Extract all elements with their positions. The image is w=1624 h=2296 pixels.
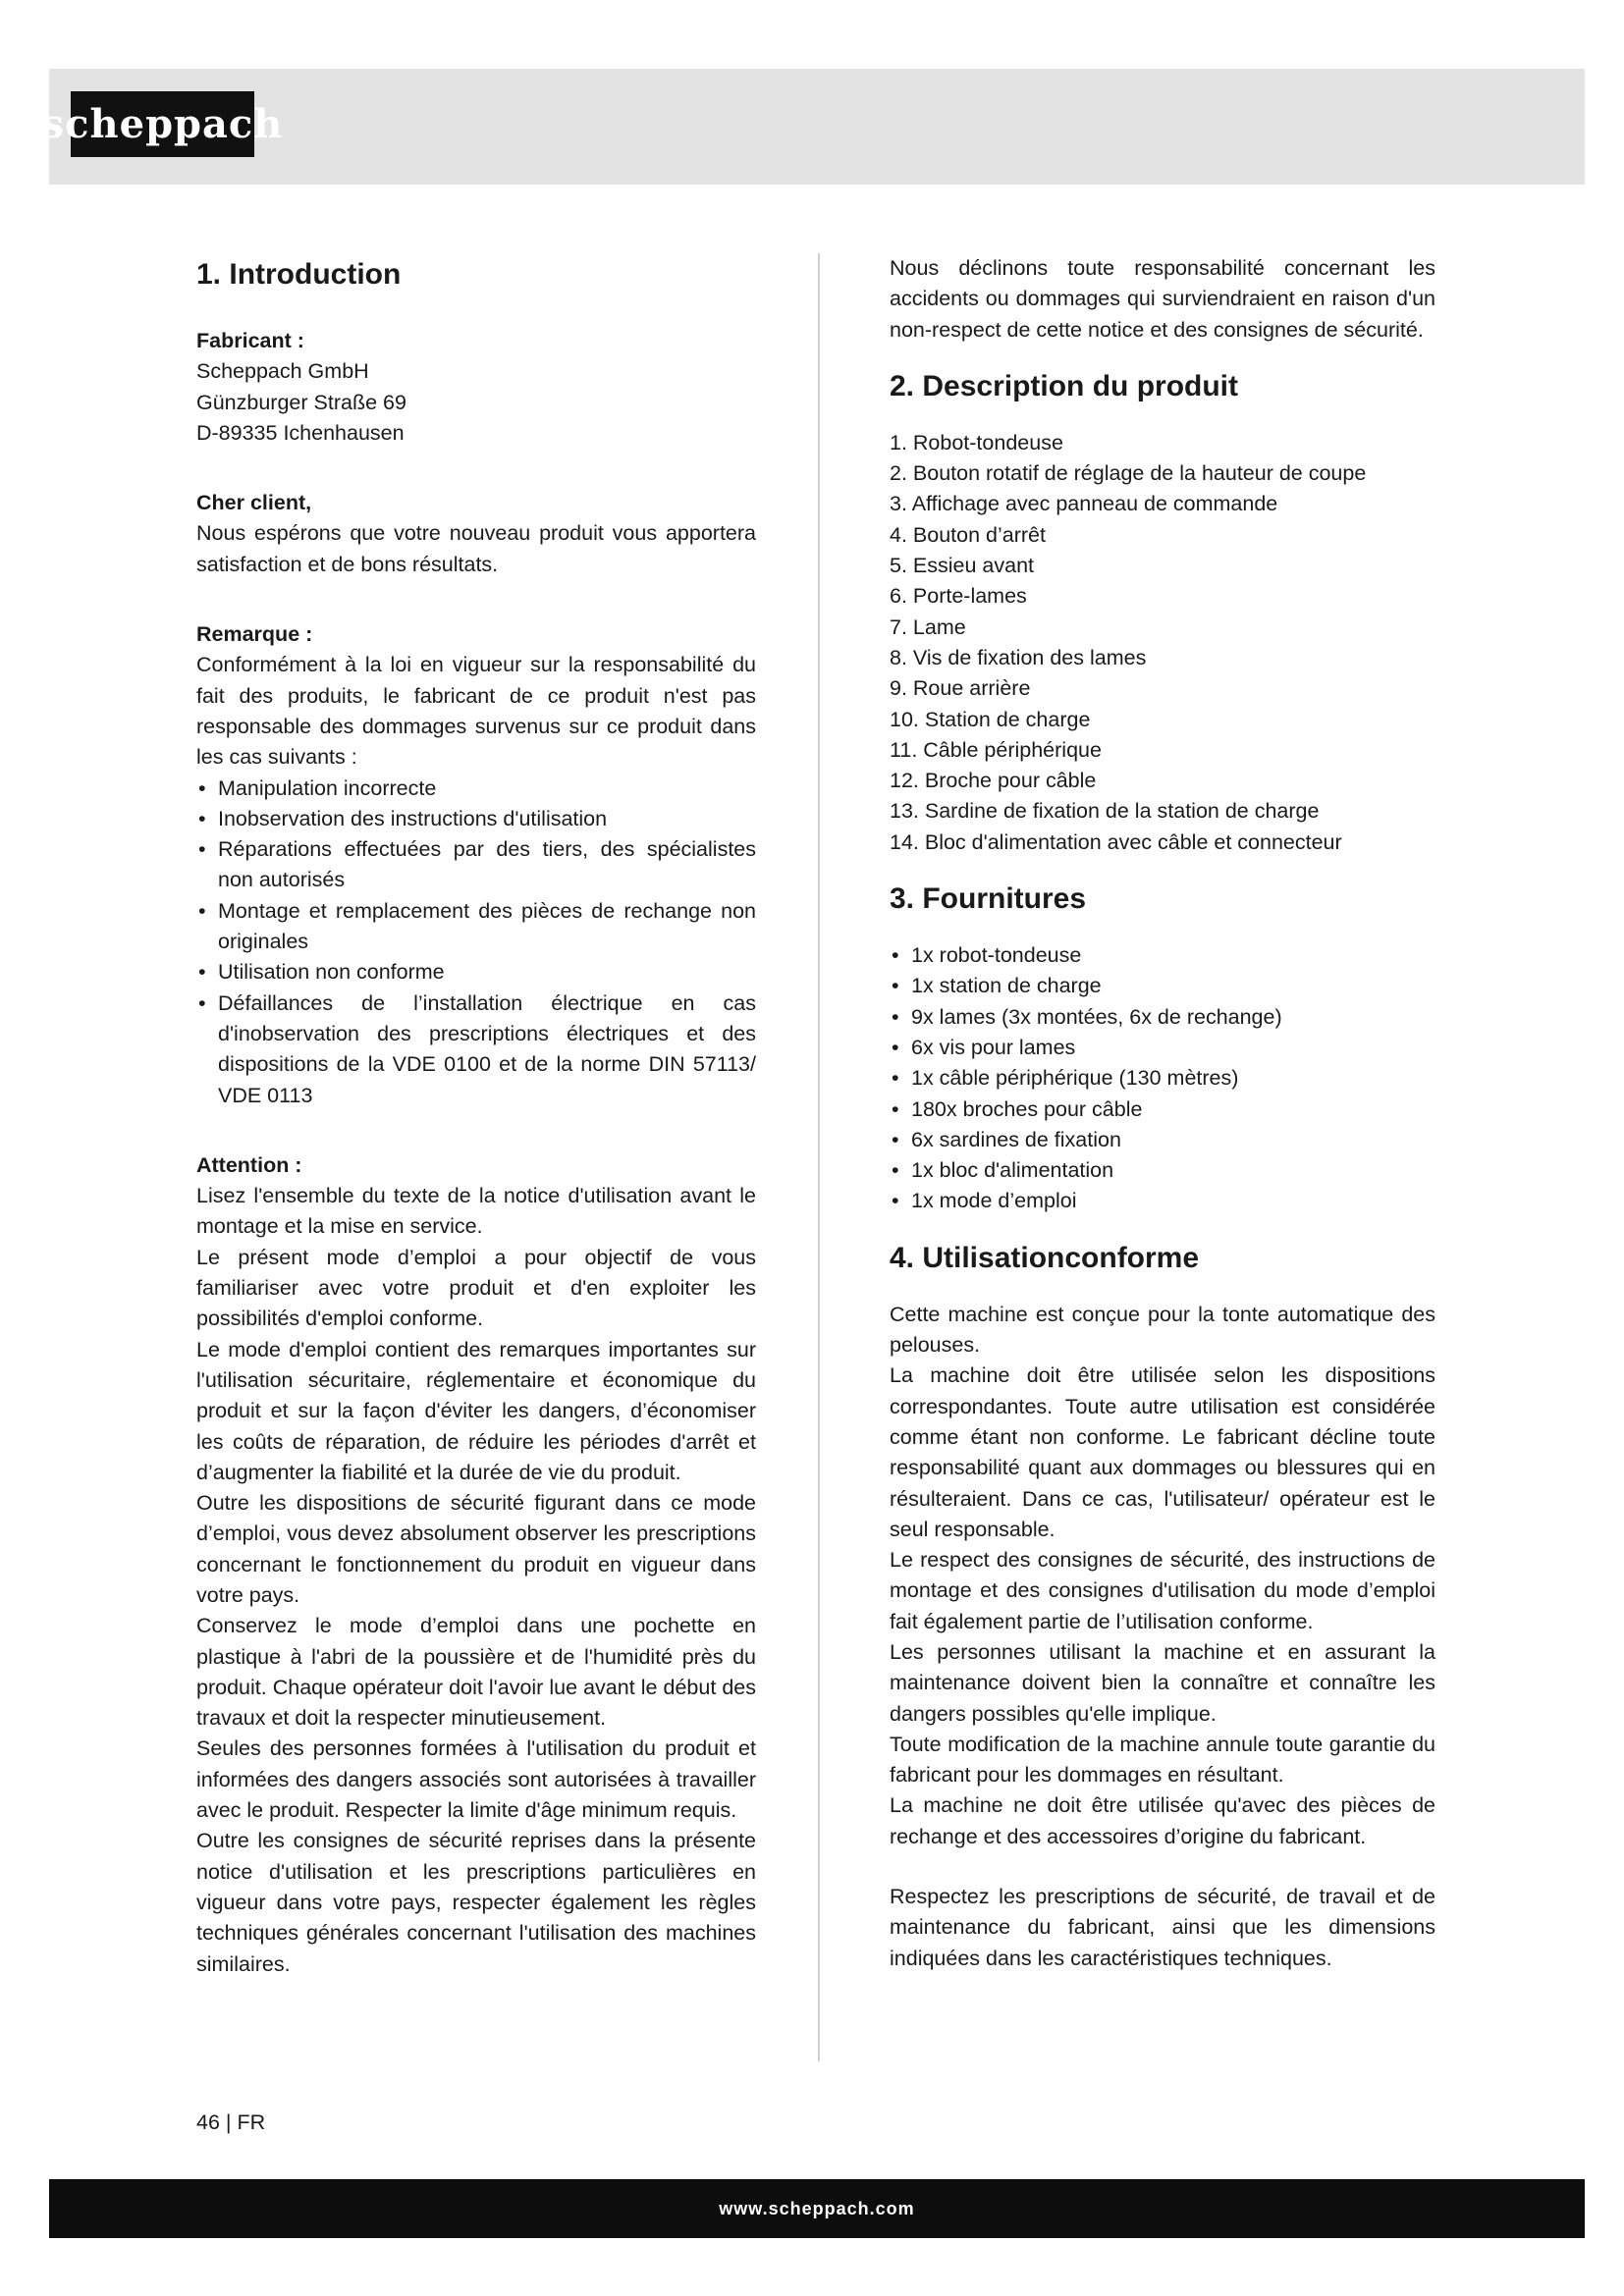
- list-item: 11. Câble périphérique: [890, 737, 1102, 762]
- section-title-intended-use: 4. Utilisationconforme: [890, 1241, 1200, 1274]
- column-divider: [818, 253, 820, 2061]
- parts-list: [890, 428, 1435, 858]
- list-item: • Inobservation des instructions d'utilisation: [196, 804, 756, 834]
- list-item: • Utilisation non conforme: [196, 957, 756, 988]
- list-item: • 9x lames (3x montées, 6x de rechange): [890, 1002, 1435, 1033]
- brand-logo: scheppach: [71, 91, 254, 157]
- manufacturer-line: Günzburger Straße 69: [196, 390, 406, 414]
- attention-paragraph: Le présent mode d’emploi a pour objectif de vous familiariser avec votre produit et d'en exploiter les possibilités d'emploi conforme.: [196, 1245, 756, 1331]
- list-item: • 1x câble périphérique (130 mètres): [890, 1063, 1435, 1094]
- list-item: 2. Bouton rotatif de réglage de la hauteur de coupe: [890, 461, 1367, 486]
- attention-paragraph: Seules des personnes formées à l'utilisation du produit et informées des dangers associés sont autorisées à travailler avec le produit. Respecter la limite d'âge minimum requis.: [196, 1736, 756, 1823]
- use-paragraph: Les personnes utilisant la machine et en assurant la maintenance doivent bien la connaître et connaître les dangers possibles qu'elle implique.: [890, 1639, 1435, 1726]
- section-title-description: 2. Description du produit: [890, 369, 1239, 402]
- list-item: • 6x vis pour lames: [890, 1033, 1435, 1063]
- remark-text: Conformément à la loi en vigueur sur la responsabilité du fait des produits, le fabricant de ce produit n'est pas responsable des dommages survenus sur ce produit dans les cas suivants :: [196, 653, 756, 770]
- list-item: 8. Vis de fixation des lames: [890, 645, 1147, 669]
- attention-paragraph: Le mode d'emploi contient des remarques importantes sur l'utilisation sécuritaire, réglementaire et économique du produit et sur la façon d'éviter les dangers, d’économiser les coûts de réparation, de réduire les périodes d'arrêt et d’augmenter la fiabilité et la durée de vie du produit.: [196, 1337, 756, 1484]
- manufacturer-line: Scheppach GmbH: [196, 359, 369, 384]
- customer-label: Cher client,: [196, 491, 312, 515]
- disclaimer-text: Nous déclinons toute responsabilité concernant les accidents ou dommages qui surviendraient en raison d'un non-respect de cette notice et des consignes de sécurité.: [890, 256, 1435, 342]
- list-item: 14. Bloc d'alimentation avec câble et connecteur: [890, 829, 1342, 854]
- list-item: 1. Robot-tondeuse: [890, 430, 1063, 454]
- page-number: 46 | FR: [196, 2110, 266, 2134]
- use-paragraph: La machine doit être utilisée selon les dispositions correspondantes. Toute autre utilisation est considérée comme étant non conforme. Le fabricant décline toute responsabilité quant aux dommages ou blessures qui en résulteraient. Dans ce cas, l'utilisateur/ opérateur est le seul responsable.: [890, 1363, 1435, 1541]
- section-title-introduction: 1. Introduction: [196, 258, 402, 291]
- attention-paragraph: Outre les dispositions de sécurité figurant dans ce mode d’emploi, vous devez absolument observer les prescriptions concernant le fonctionnement du produit en vigueur dans votre pays.: [196, 1491, 756, 1607]
- use-final-paragraph: Respectez les prescriptions de sécurité, de travail et de maintenance du fabricant, ainsi que les dimensions indiquées dans les caractéristiques techniques.: [890, 1885, 1435, 1970]
- list-item: • 1x mode d’emploi: [890, 1186, 1435, 1216]
- list-item: 10. Station de charge: [890, 707, 1091, 731]
- list-item: • 1x robot-tondeuse: [890, 940, 1435, 971]
- list-item: • Réparations effectuées par des tiers, des spécialistes non autorisés: [196, 834, 756, 896]
- list-item: 5. Essieu avant: [890, 554, 1035, 578]
- manufacturer-line: D-89335 Ichenhausen: [196, 420, 405, 445]
- list-item: 9. Roue arrière: [890, 676, 1031, 701]
- remark-bullet-list: [196, 774, 756, 1111]
- section-title-supplies: 3. Fournitures: [890, 882, 1087, 916]
- footer-url: www.scheppach.com: [719, 2198, 915, 2218]
- list-item: 4. Bouton d’arrêt: [890, 522, 1046, 547]
- list-item: 12. Broche pour câble: [890, 769, 1097, 793]
- use-paragraph: Le respect des consignes de sécurité, des instructions de montage et des consignes d'utilisation du mode d’emploi fait également partie de l’utilisation conforme.: [890, 1548, 1435, 1633]
- list-item: 7. Lame: [890, 614, 966, 639]
- attention-label: Attention :: [196, 1152, 302, 1177]
- customer-text: Nous espérons que votre nouveau produit vous apportera satisfaction et de bons résultats.: [196, 521, 756, 576]
- list-item: • 1x bloc d'alimentation: [890, 1155, 1435, 1186]
- supplies-list: [890, 940, 1435, 1217]
- list-item: 3. Affichage avec panneau de commande: [890, 492, 1278, 516]
- attention-paragraph: Conservez le mode d’emploi dans une pochette en plastique à l'abri de la poussière et de l'humidité près du produit. Chaque opérateur doit l'avoir lue avant le début des travaux et doit la respecter minutieusement.: [196, 1614, 756, 1731]
- attention-paragraph: Outre les consignes de sécurité reprises dans la présente notice d'utilisation et les prescriptions particulières en vigueur dans votre pays, respecter également les règles techniques générales concernant l'utilisation des machines similaires.: [196, 1829, 756, 1976]
- attention-paragraph: Lisez l'ensemble du texte de la notice d'utilisation avant le montage et la mise en service.: [196, 1184, 756, 1239]
- list-item: 6. Porte-lames: [890, 584, 1027, 609]
- list-item: • 180x broches pour câble: [890, 1095, 1435, 1125]
- list-item: • Manipulation incorrecte: [196, 774, 756, 804]
- list-item: 13. Sardine de fixation de la station de charge: [890, 799, 1320, 824]
- right-column: [890, 253, 1435, 1974]
- footer-bar: [49, 2179, 1585, 2238]
- use-paragraph: Cette machine est conçue pour la tonte automatique des pelouses.: [890, 1302, 1435, 1358]
- manufacturer-label: Fabricant :: [196, 329, 304, 352]
- use-paragraph: Toute modification de la machine annule toute garantie du fabricant pour les dommages en résultant.: [890, 1732, 1435, 1788]
- remark-label: Remarque :: [196, 622, 313, 647]
- list-item: • 6x sardines de fixation: [890, 1125, 1435, 1155]
- left-column: [196, 253, 756, 1980]
- list-item: • 1x station de charge: [890, 971, 1435, 1001]
- list-item: • Défaillances de l’installation électrique en cas d'inobservation des prescriptions électriques et des dispositions de la VDE 0100 et de la norme DIN 57113/ VDE 0113: [196, 988, 756, 1111]
- use-paragraph: La machine ne doit être utilisée qu'avec des pièces de rechange et des accessoires d’origine du fabricant.: [890, 1793, 1435, 1848]
- list-item: • Montage et remplacement des pièces de rechange non originales: [196, 896, 756, 958]
